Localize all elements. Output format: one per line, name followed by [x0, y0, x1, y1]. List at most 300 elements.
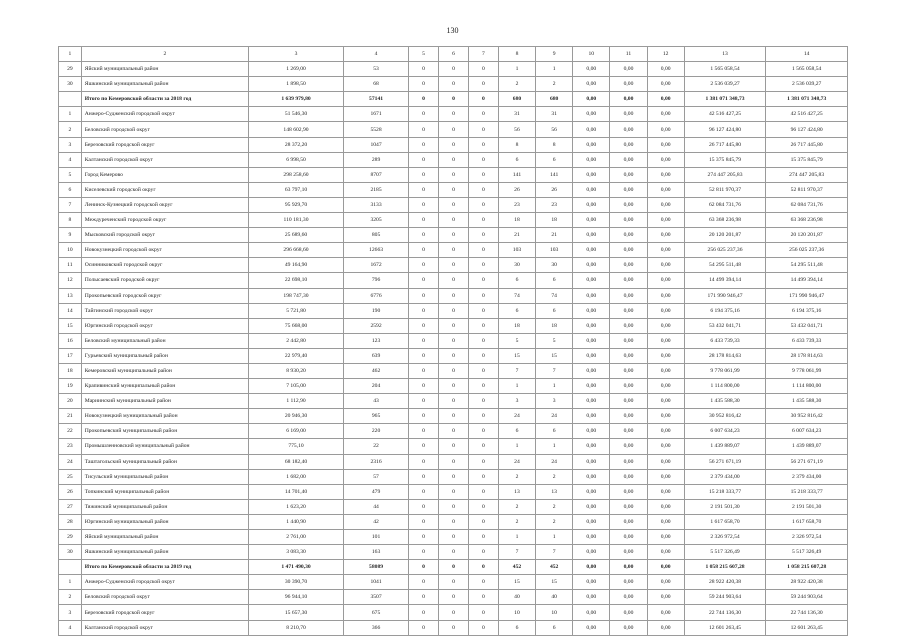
cell-value: 103 [498, 243, 535, 258]
cell-value: 0,00 [647, 514, 684, 529]
column-header: 9 [536, 47, 573, 62]
cell-value: 1041 [344, 575, 409, 590]
row-number: 30 [59, 77, 82, 92]
cell-value: 6 194 375,16 [684, 303, 766, 318]
row-number: 1 [59, 575, 82, 590]
cell-value: 7 [498, 545, 535, 560]
cell-value: 2 442,80 [249, 333, 344, 348]
cell-value: 6 [498, 424, 535, 439]
row-number: 9 [59, 228, 82, 243]
cell-value: 0 [468, 560, 498, 575]
row-number: 14 [59, 303, 82, 318]
cell-value: 15 375 845,79 [684, 152, 766, 167]
cell-value: 1 471 490,30 [249, 560, 344, 575]
cell-value: 53 [344, 62, 409, 77]
cell-value: 56 [536, 122, 573, 137]
cell-value: 0,00 [573, 424, 610, 439]
cell-value: 0 [409, 273, 439, 288]
cell-value: 0,00 [647, 273, 684, 288]
row-number: 10 [59, 243, 82, 258]
cell-value: 6 [536, 424, 573, 439]
cell-value: 0,00 [573, 514, 610, 529]
cell-value: 0,00 [573, 303, 610, 318]
column-header: 8 [498, 47, 535, 62]
cell-value: 0,00 [647, 62, 684, 77]
cell-value: 0,00 [573, 560, 610, 575]
cell-value: 0,00 [610, 167, 647, 182]
cell-value: 366 [344, 620, 409, 635]
row-name: Яшкинский муниципальный район [81, 77, 248, 92]
table-row [59, 167, 848, 182]
cell-value: 6 [536, 152, 573, 167]
row-name: Яйский муниципальный район [81, 530, 248, 545]
cell-value: 54 295 511,48 [684, 258, 766, 273]
cell-value: 0,00 [610, 590, 647, 605]
row-name: Беловский городской округ [81, 590, 248, 605]
cell-value: 24 [498, 409, 535, 424]
cell-value: 6 194 375,16 [766, 303, 848, 318]
cell-value: 0,00 [647, 454, 684, 469]
cell-value: 0 [439, 288, 469, 303]
cell-value: 96 944,10 [249, 590, 344, 605]
table-row [59, 258, 848, 273]
cell-value: 1 [536, 439, 573, 454]
cell-value: 0,00 [610, 363, 647, 378]
cell-value: 0,00 [647, 258, 684, 273]
cell-value: 0,00 [573, 333, 610, 348]
table-row [59, 348, 848, 363]
cell-value: 0 [439, 243, 469, 258]
cell-value: 0,00 [610, 348, 647, 363]
cell-value: 0 [439, 545, 469, 560]
cell-value: 0,00 [610, 379, 647, 394]
cell-value: 6776 [344, 288, 409, 303]
row-number: 12 [59, 273, 82, 288]
row-number: 26 [59, 484, 82, 499]
cell-value: 0 [409, 560, 439, 575]
cell-value: 256 025 237,36 [684, 243, 766, 258]
cell-value: 0 [409, 288, 439, 303]
cell-value: 7 [536, 363, 573, 378]
cell-value: 0 [409, 454, 439, 469]
cell-value: 1 565 058,54 [684, 62, 766, 77]
cell-value: 0,00 [573, 620, 610, 635]
cell-value: 63 368 236,98 [766, 213, 848, 228]
cell-value: 0 [468, 454, 498, 469]
cell-value: 20 946,30 [249, 409, 344, 424]
cell-value: 2 [498, 77, 535, 92]
row-number: 28 [59, 514, 82, 529]
cell-value: 0 [468, 258, 498, 273]
cell-value: 1 439 889,07 [684, 439, 766, 454]
cell-value: 1 [498, 530, 535, 545]
cell-value: 6 433 739,33 [766, 333, 848, 348]
cell-value: 274 447 205,83 [766, 167, 848, 182]
cell-value: 0 [409, 228, 439, 243]
cell-value: 680 [536, 92, 573, 107]
page-number: 130 [446, 26, 459, 35]
cell-value: 796 [344, 273, 409, 288]
cell-value: 2 [498, 469, 535, 484]
cell-value: 0 [409, 605, 439, 620]
cell-value: 0 [409, 590, 439, 605]
cell-value: 6 [536, 273, 573, 288]
cell-value: 0,00 [647, 590, 684, 605]
row-name: Киселевский городской округ [81, 182, 248, 197]
cell-value: 298 258,60 [249, 167, 344, 182]
row-name: Междуреченский городской округ [81, 213, 248, 228]
cell-value: 14 701,40 [249, 484, 344, 499]
cell-value: 0 [439, 77, 469, 92]
cell-value: 2 [536, 469, 573, 484]
cell-value: 0 [439, 258, 469, 273]
cell-value: 0,00 [610, 137, 647, 152]
cell-value: 163 [344, 545, 409, 560]
cell-value: 0 [439, 213, 469, 228]
cell-value: 0,00 [610, 152, 647, 167]
cell-value: 0 [439, 333, 469, 348]
cell-value: 6 [498, 152, 535, 167]
cell-value: 0 [468, 514, 498, 529]
row-name: Полысаевский городской округ [81, 273, 248, 288]
cell-value: 3507 [344, 590, 409, 605]
cell-value: 0,00 [647, 348, 684, 363]
cell-value: 1 114 800,00 [766, 379, 848, 394]
cell-value: 0 [409, 439, 439, 454]
cell-value: 0,00 [647, 213, 684, 228]
row-name: Березовский городской округ [81, 605, 248, 620]
row-number: 3 [59, 605, 82, 620]
row-name: Новокузнецкий муниципальный район [81, 409, 248, 424]
row-number: 19 [59, 379, 82, 394]
table-row [59, 273, 848, 288]
cell-value: 6 433 739,33 [684, 333, 766, 348]
cell-value: 0 [439, 228, 469, 243]
cell-value: 0,00 [573, 92, 610, 107]
cell-value: 0,00 [647, 499, 684, 514]
cell-value: 1672 [344, 258, 409, 273]
table-row [59, 303, 848, 318]
cell-value: 0,00 [647, 530, 684, 545]
cell-value: 18 [498, 318, 535, 333]
cell-value: 0,00 [610, 605, 647, 620]
cell-value: 0 [409, 122, 439, 137]
cell-value: 0,00 [647, 77, 684, 92]
cell-value: 20 120 201,87 [766, 228, 848, 243]
cell-value: 23 [536, 197, 573, 212]
cell-value: 0 [468, 409, 498, 424]
cell-value: 3133 [344, 197, 409, 212]
cell-value: 0,00 [647, 122, 684, 137]
table-row [59, 469, 848, 484]
cell-value: 0 [409, 394, 439, 409]
column-header: 1 [59, 47, 82, 62]
cell-value: 0 [468, 92, 498, 107]
cell-value: 0 [439, 62, 469, 77]
table-row [59, 77, 848, 92]
row-number [59, 92, 82, 107]
cell-value: 15 218 333,77 [766, 484, 848, 499]
cell-value: 452 [536, 560, 573, 575]
table-row [59, 605, 848, 620]
column-header: 4 [344, 47, 409, 62]
cell-value: 0,00 [610, 530, 647, 545]
cell-value: 26 [536, 182, 573, 197]
cell-value: 1 898,50 [249, 77, 344, 92]
cell-value: 0 [439, 137, 469, 152]
cell-value: 0,00 [647, 379, 684, 394]
cell-value: 0,00 [610, 469, 647, 484]
row-name: Тайгинский городской округ [81, 303, 248, 318]
row-number: 25 [59, 469, 82, 484]
cell-value: 0,00 [610, 258, 647, 273]
cell-value: 296 668,60 [249, 243, 344, 258]
cell-value: 0,00 [573, 77, 610, 92]
cell-value: 0,00 [647, 545, 684, 560]
cell-value: 462 [344, 363, 409, 378]
cell-value: 5 517 326,49 [766, 545, 848, 560]
cell-value: 103 [536, 243, 573, 258]
cell-value: 59 244 903,64 [684, 590, 766, 605]
cell-value: 53 432 041,71 [684, 318, 766, 333]
cell-value: 0 [468, 228, 498, 243]
cell-value: 0,00 [610, 454, 647, 469]
cell-value: 1 617 658,70 [766, 514, 848, 529]
row-number: 29 [59, 62, 82, 77]
cell-value: 0 [409, 514, 439, 529]
cell-value: 8 [536, 137, 573, 152]
cell-value: 5 517 326,49 [684, 545, 766, 560]
row-name: Ленинск-Кузнецкий городской округ [81, 197, 248, 212]
cell-value: 190 [344, 303, 409, 318]
row-name: Топкинский муниципальный район [81, 484, 248, 499]
cell-value: 0,00 [610, 273, 647, 288]
cell-value: 0,00 [647, 107, 684, 122]
row-name: Калтанский городской округ [81, 152, 248, 167]
row-number: 13 [59, 288, 82, 303]
cell-value: 0 [409, 379, 439, 394]
cell-value: 0,00 [610, 545, 647, 560]
cell-value: 2 536 039,27 [766, 77, 848, 92]
cell-value: 0 [409, 363, 439, 378]
cell-value: 0,00 [610, 77, 647, 92]
row-name: Мысковский городской округ [81, 228, 248, 243]
cell-value: 22 979,40 [249, 348, 344, 363]
cell-value: 256 025 237,36 [766, 243, 848, 258]
cell-value: 25 689,60 [249, 228, 344, 243]
cell-value: 1 439 889,07 [766, 439, 848, 454]
cell-value: 6 169,00 [249, 424, 344, 439]
cell-value: 0 [439, 454, 469, 469]
cell-value: 53 432 041,71 [766, 318, 848, 333]
cell-value: 1 [536, 530, 573, 545]
cell-value: 26 [498, 182, 535, 197]
cell-value: 0,00 [647, 137, 684, 152]
cell-value: 5 [498, 333, 535, 348]
cell-value: 0 [439, 514, 469, 529]
cell-value: 0,00 [610, 213, 647, 228]
cell-value: 3205 [344, 213, 409, 228]
cell-value: 0 [409, 213, 439, 228]
cell-value: 0 [409, 197, 439, 212]
cell-value: 3 [536, 394, 573, 409]
cell-value: 0,00 [610, 182, 647, 197]
cell-value: 0,00 [610, 409, 647, 424]
cell-value: 0 [468, 439, 498, 454]
cell-value: 0,00 [573, 107, 610, 122]
cell-value: 0 [439, 152, 469, 167]
cell-value: 2 326 972,54 [684, 530, 766, 545]
cell-value: 0,00 [647, 469, 684, 484]
cell-value: 1 058 215 607,28 [766, 560, 848, 575]
table-row [59, 514, 848, 529]
cell-value: 1 269,00 [249, 62, 344, 77]
row-name: Яшкинский муниципальный район [81, 545, 248, 560]
cell-value: 0 [409, 182, 439, 197]
cell-value: 57 [344, 469, 409, 484]
cell-value: 0,00 [573, 379, 610, 394]
cell-value: 0 [468, 182, 498, 197]
cell-value: 0,00 [610, 107, 647, 122]
total-row [59, 92, 848, 107]
cell-value: 2592 [344, 318, 409, 333]
cell-value: 1 682,00 [249, 469, 344, 484]
cell-value: 0,00 [573, 243, 610, 258]
cell-value: 1 381 071 348,73 [684, 92, 766, 107]
cell-value: 0 [468, 273, 498, 288]
cell-value: 7 [536, 545, 573, 560]
cell-value: 2 [498, 514, 535, 529]
cell-value: 52 811 970,37 [766, 182, 848, 197]
cell-value: 49 164,90 [249, 258, 344, 273]
table-row [59, 152, 848, 167]
cell-value: 0,00 [573, 575, 610, 590]
column-header: 2 [81, 47, 248, 62]
cell-value: 0 [409, 575, 439, 590]
cell-value: 26 717 445,80 [766, 137, 848, 152]
cell-value: 0,00 [647, 333, 684, 348]
header-row [59, 47, 848, 62]
cell-value: 1 [498, 379, 535, 394]
cell-value: 0,00 [573, 394, 610, 409]
cell-value: 0,00 [610, 303, 647, 318]
table-row [59, 620, 848, 635]
cell-value: 0 [439, 182, 469, 197]
cell-value: 96 127 424,80 [766, 122, 848, 137]
row-name: Прокопьевский городской округ [81, 288, 248, 303]
cell-value: 0 [439, 318, 469, 333]
cell-value: 95 929,70 [249, 197, 344, 212]
cell-value: 2 [536, 499, 573, 514]
cell-value: 0 [468, 303, 498, 318]
row-name: Юргинский городской округ [81, 318, 248, 333]
row-number: 2 [59, 590, 82, 605]
cell-value: 0 [409, 62, 439, 77]
cell-value: 74 [536, 288, 573, 303]
cell-value: 0,00 [647, 620, 684, 635]
cell-value: 0 [468, 107, 498, 122]
cell-value: 198 747,30 [249, 288, 344, 303]
cell-value: 54 295 511,48 [766, 258, 848, 273]
cell-value: 0 [409, 152, 439, 167]
cell-value: 15 [536, 348, 573, 363]
cell-value: 28 178 814,63 [684, 348, 766, 363]
cell-value: 31 [498, 107, 535, 122]
cell-value: 479 [344, 484, 409, 499]
table-row [59, 590, 848, 605]
cell-value: 0 [468, 545, 498, 560]
cell-value: 0,00 [647, 228, 684, 243]
cell-value: 2 379 434,00 [766, 469, 848, 484]
cell-value: 1 617 658,70 [684, 514, 766, 529]
cell-value: 59 244 903,64 [766, 590, 848, 605]
cell-value: 24 [536, 409, 573, 424]
cell-value: 12 601 263,45 [684, 620, 766, 635]
cell-value: 0,00 [647, 182, 684, 197]
cell-value: 0 [468, 152, 498, 167]
cell-value: 0,00 [610, 243, 647, 258]
row-number: 6 [59, 182, 82, 197]
cell-value: 56 271 671,19 [766, 454, 848, 469]
cell-value: 0 [468, 77, 498, 92]
cell-value: 74 [498, 288, 535, 303]
cell-value: 22 [344, 439, 409, 454]
cell-value: 40 [498, 590, 535, 605]
cell-value: 0 [409, 424, 439, 439]
table-row [59, 575, 848, 590]
cell-value: 10 [536, 605, 573, 620]
cell-value: 28 922 420,38 [766, 575, 848, 590]
cell-value: 0 [468, 333, 498, 348]
row-number: 30 [59, 545, 82, 560]
row-name: Таштагольский муниципальный район [81, 454, 248, 469]
row-number: 17 [59, 348, 82, 363]
cell-value: 63 368 236,98 [684, 213, 766, 228]
row-name: Анжеро-Судженский городской округ [81, 575, 248, 590]
row-number [59, 560, 82, 575]
cell-value: 3 [498, 394, 535, 409]
cell-value: 452 [498, 560, 535, 575]
cell-value: 0,00 [610, 122, 647, 137]
row-number: 27 [59, 499, 82, 514]
cell-value: 0,00 [573, 197, 610, 212]
row-number: 7 [59, 197, 82, 212]
cell-value: 68 182,40 [249, 454, 344, 469]
cell-value: 0,00 [610, 514, 647, 529]
cell-value: 0 [468, 394, 498, 409]
cell-value: 2 536 039,27 [684, 77, 766, 92]
cell-value: 3 083,30 [249, 545, 344, 560]
cell-value: 0 [409, 348, 439, 363]
cell-value: 0,00 [573, 363, 610, 378]
cell-value: 26 717 445,80 [684, 137, 766, 152]
cell-value: 24 [498, 454, 535, 469]
row-number: 8 [59, 213, 82, 228]
cell-value: 0 [468, 605, 498, 620]
cell-value: 6 007 634,23 [684, 424, 766, 439]
row-name: Анжеро-Судженский городской округ [81, 107, 248, 122]
cell-value: 21 [498, 228, 535, 243]
cell-value: 0,00 [573, 122, 610, 137]
cell-value: 0,00 [647, 152, 684, 167]
cell-value: 51 546,30 [249, 107, 344, 122]
cell-value: 274 447 205,83 [684, 167, 766, 182]
cell-value: 0 [439, 409, 469, 424]
cell-value: 0,00 [573, 499, 610, 514]
cell-value: 58089 [344, 560, 409, 575]
cell-value: 0 [468, 379, 498, 394]
cell-value: 2 191 501,30 [766, 499, 848, 514]
